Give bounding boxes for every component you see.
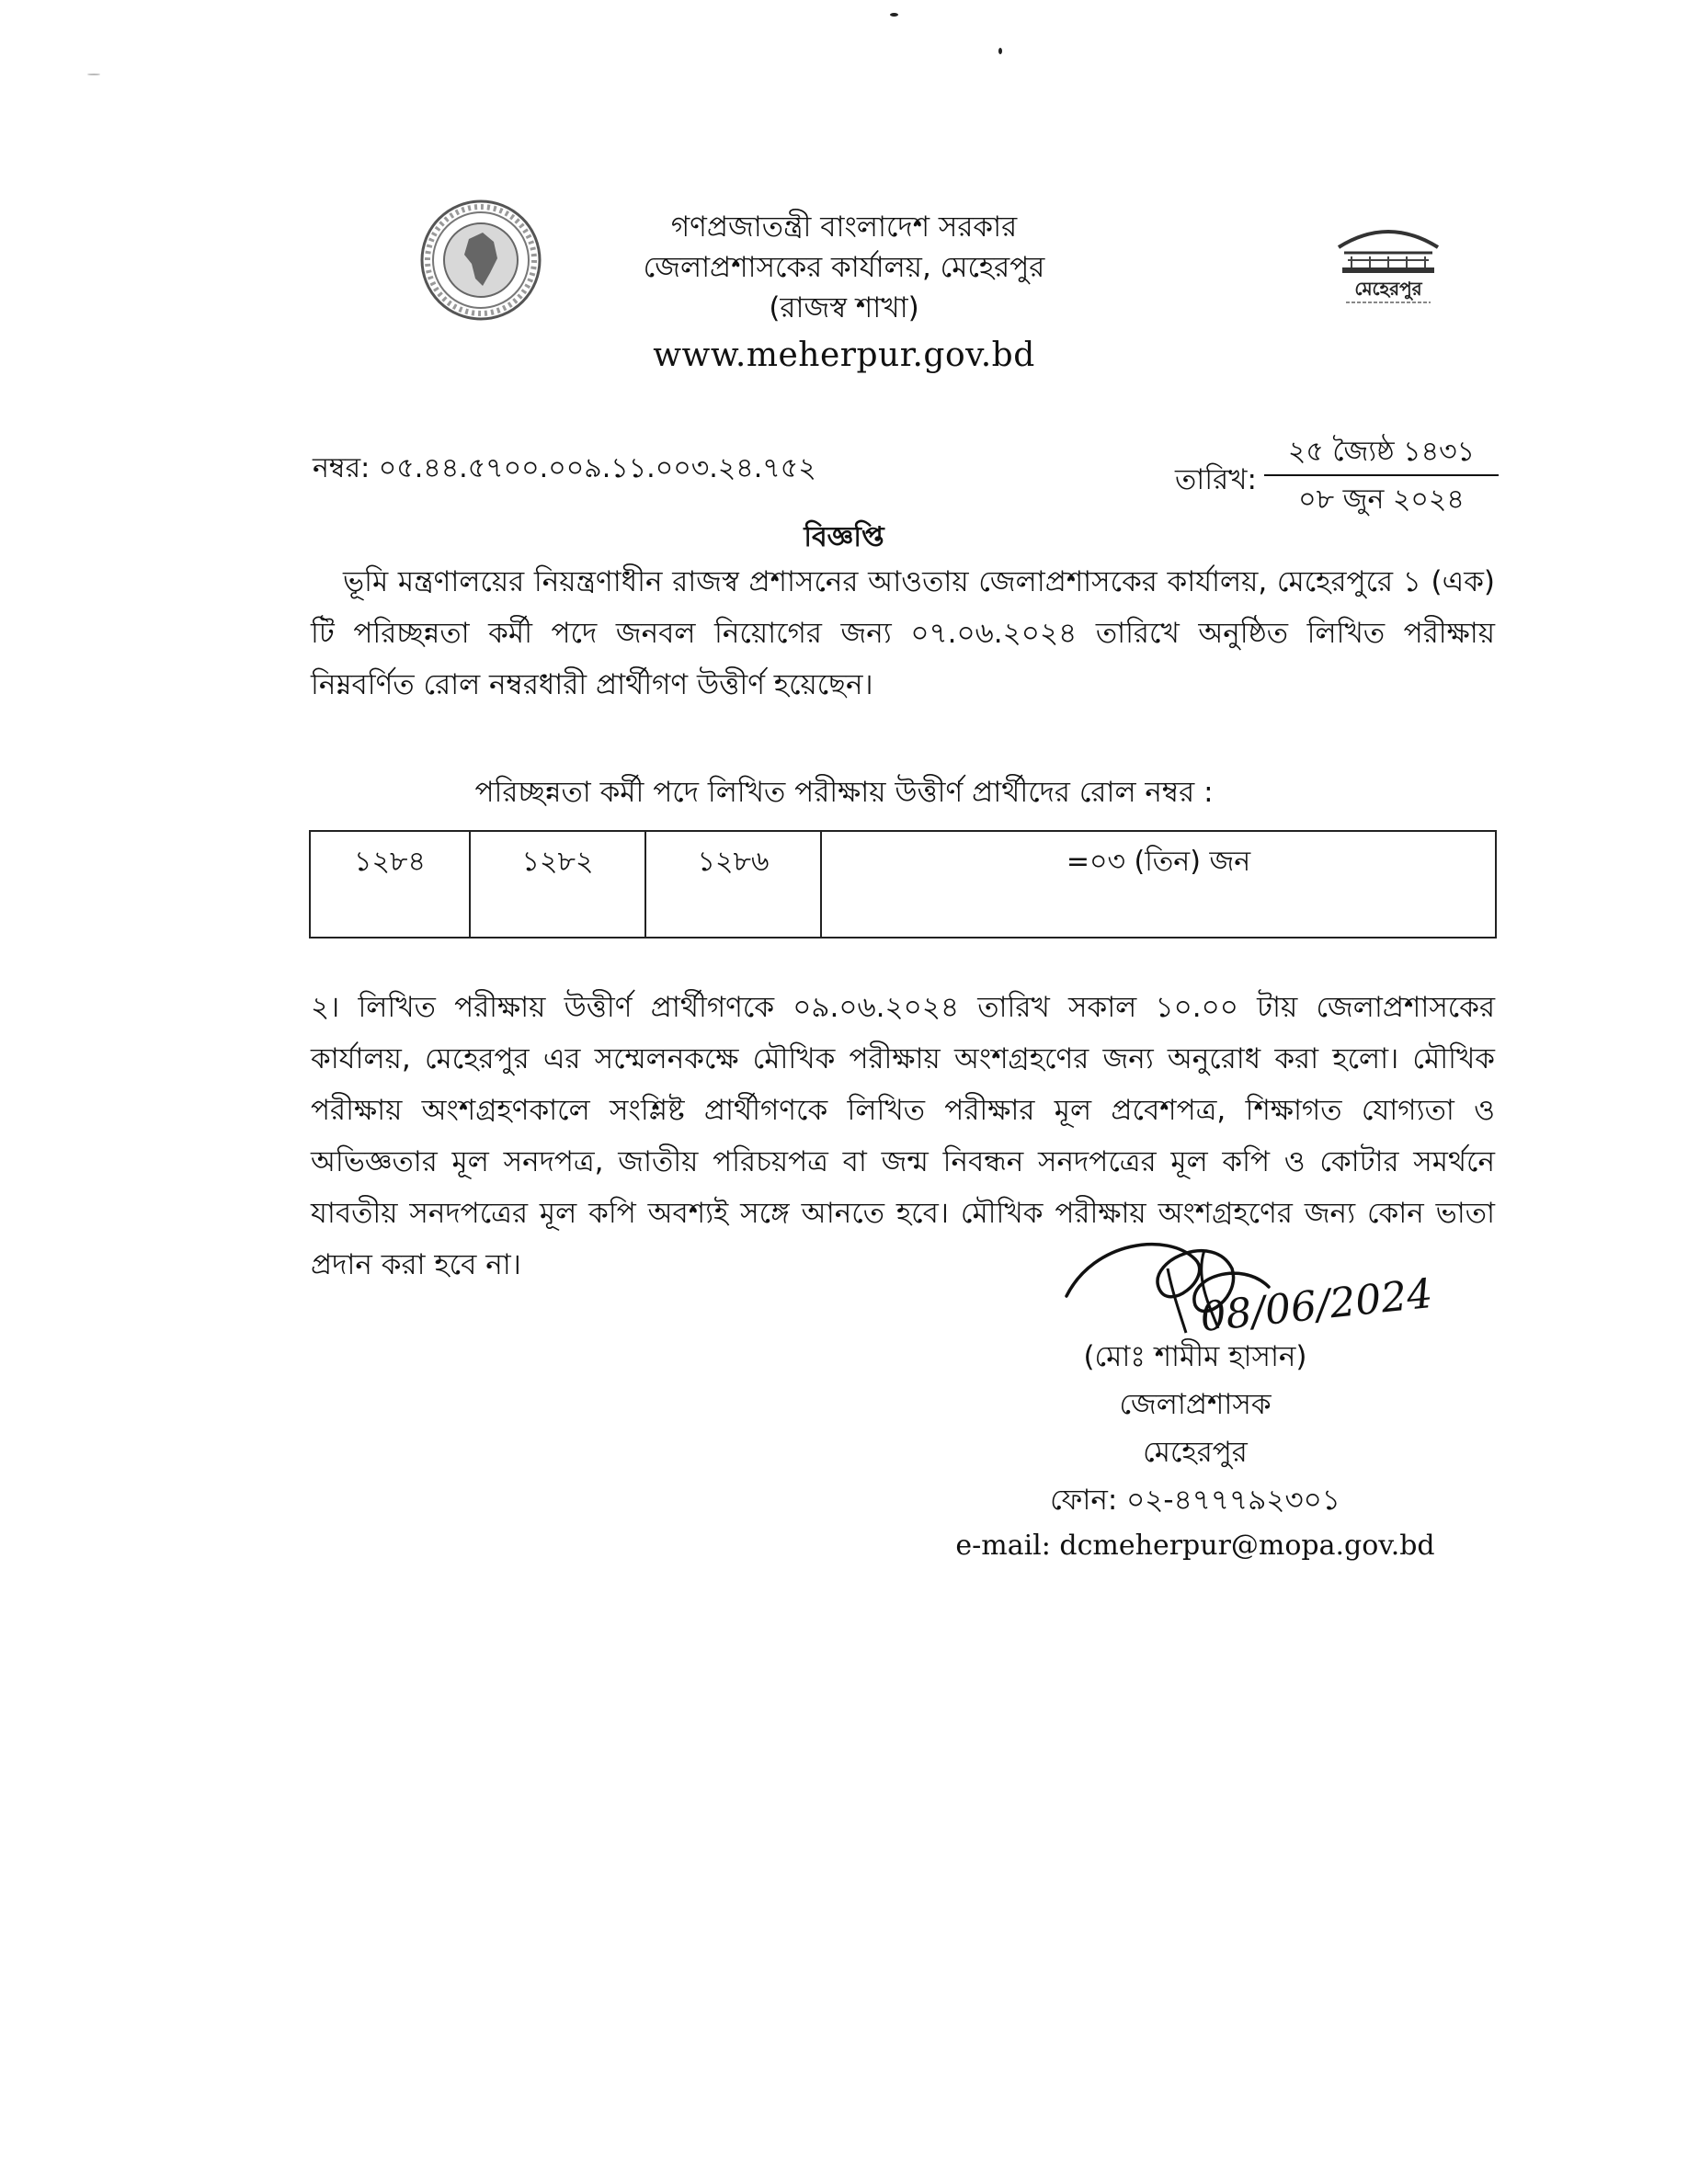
scan-speck	[998, 48, 1002, 54]
date-english: ০৮ জুন ২০২৪	[1298, 483, 1465, 516]
signatory-district: মেহেরপুর	[1143, 1436, 1248, 1469]
scan-speck	[890, 13, 898, 17]
roll-number-cell: ১২৮৪	[310, 831, 470, 938]
scan-speck	[87, 74, 100, 75]
signatory-email[interactable]: e-mail: dcmeherpur@mopa.gov.bd	[955, 1530, 1435, 1562]
roll-number-cell: ১২৮৬	[645, 831, 821, 938]
date-bangla: ২৫ জ্যৈষ্ঠ ১৪৩১	[1264, 432, 1499, 476]
branch-name: (রাজস্ব শাখা)	[769, 291, 919, 324]
date-label: তারিখ:	[1175, 463, 1257, 496]
date-box	[1264, 432, 1499, 520]
notice-title: বিজ্ঞপ্তি	[804, 521, 884, 553]
government-name: গণপ্রজাতন্ত্রী বাংলাদেশ সরকার	[670, 210, 1018, 244]
office-name: জেলাপ্রশাসকের কার্যালয়, মেহেরপুর	[643, 251, 1045, 284]
signatory-phone: ফোন: ০২-৪৭৭৭৯২৩০১	[1050, 1484, 1340, 1517]
notice-paragraph-2: ২। লিখিত পরীক্ষায় উত্তীর্ণ প্রার্থীগণকে ০৯.০৬.২০২৪ তারিখ সকাল ১০.০০ টায় জেলাপ্রশাসকের কার্যালয়, মেহেরপুর এর সম্মেলনকক্ষে মৌখিক পরীক্ষায় অংশগ্রহণের জন্য অনুরোধ করা হলো। মৌখিক পরীক্ষায় অংশগ্রহণকালে সংশ্লিষ্ট প্রার্থীগণকে লিখিত পরীক্ষার মূল প্রবেশপত্র, শিক্ষাগত যোগ্যতা ও অভিজ্ঞতার মূল সনদপত্র, জাতীয় পরিচয়পত্র বা জন্ম নিবন্ধন সনদপত্রের মূল কপি ও কোটার সমর্থনে যাবতীয় সনদপত্রের মূল কপি অবশ্যই সঙ্গে আনতে হবে। মৌখিক পরীক্ষায় অংশগ্রহণের জন্য কোন ভাতা প্রদান করা হবে না।	[311, 991, 1495, 1281]
table-row	[310, 831, 1496, 938]
roll-table-caption: পরিচ্ছন্নতা কর্মী পদে লিখিত পরীক্ষায় উত্তীর্ণ প্রার্থীদের রোল নম্বর :	[474, 776, 1214, 809]
signatory-block	[919, 1333, 1471, 1568]
memo-number: নম্বর: ০৫.৪৪.৫৭০০.০০৯.১১.০০৩.২৪.৭৫২	[313, 452, 816, 484]
total-candidates-cell: =০৩ (তিন) জন	[821, 831, 1496, 938]
notice-paragraph-1: ভূমি মন্ত্রণালয়ের নিয়ন্ত্রণাধীন রাজস্ব প্রশাসনের আওতায় জেলাপ্রশাসকের কার্যালয়, মেহেরপুরে ১ (এক) টি পরিচ্ছন্নতা কর্মী পদে জনবল নিয়োগের জন্য ০৭.০৬.২০২৪ তারিখে অনুষ্ঠিত লিখিত পরীক্ষায় নিম্নবর্ণিত রোল নম্বরধারী প্রার্থীগণ উত্তীর্ণ হয়েছেন।	[311, 565, 1495, 701]
signatory-designation: জেলাপ্রশাসক	[1119, 1388, 1272, 1421]
signatory-name: (মোঃ শামীম হাসান)	[1083, 1340, 1307, 1373]
website-link[interactable]: www.meherpur.gov.bd	[653, 336, 1035, 374]
roll-number-table	[309, 830, 1497, 938]
letterhead	[0, 207, 1688, 380]
roll-number-cell: ১২৮২	[470, 831, 645, 938]
brand-text: মেহেরপুর	[1354, 278, 1422, 300]
signature-date: 08/06/2024	[1198, 1269, 1435, 1342]
